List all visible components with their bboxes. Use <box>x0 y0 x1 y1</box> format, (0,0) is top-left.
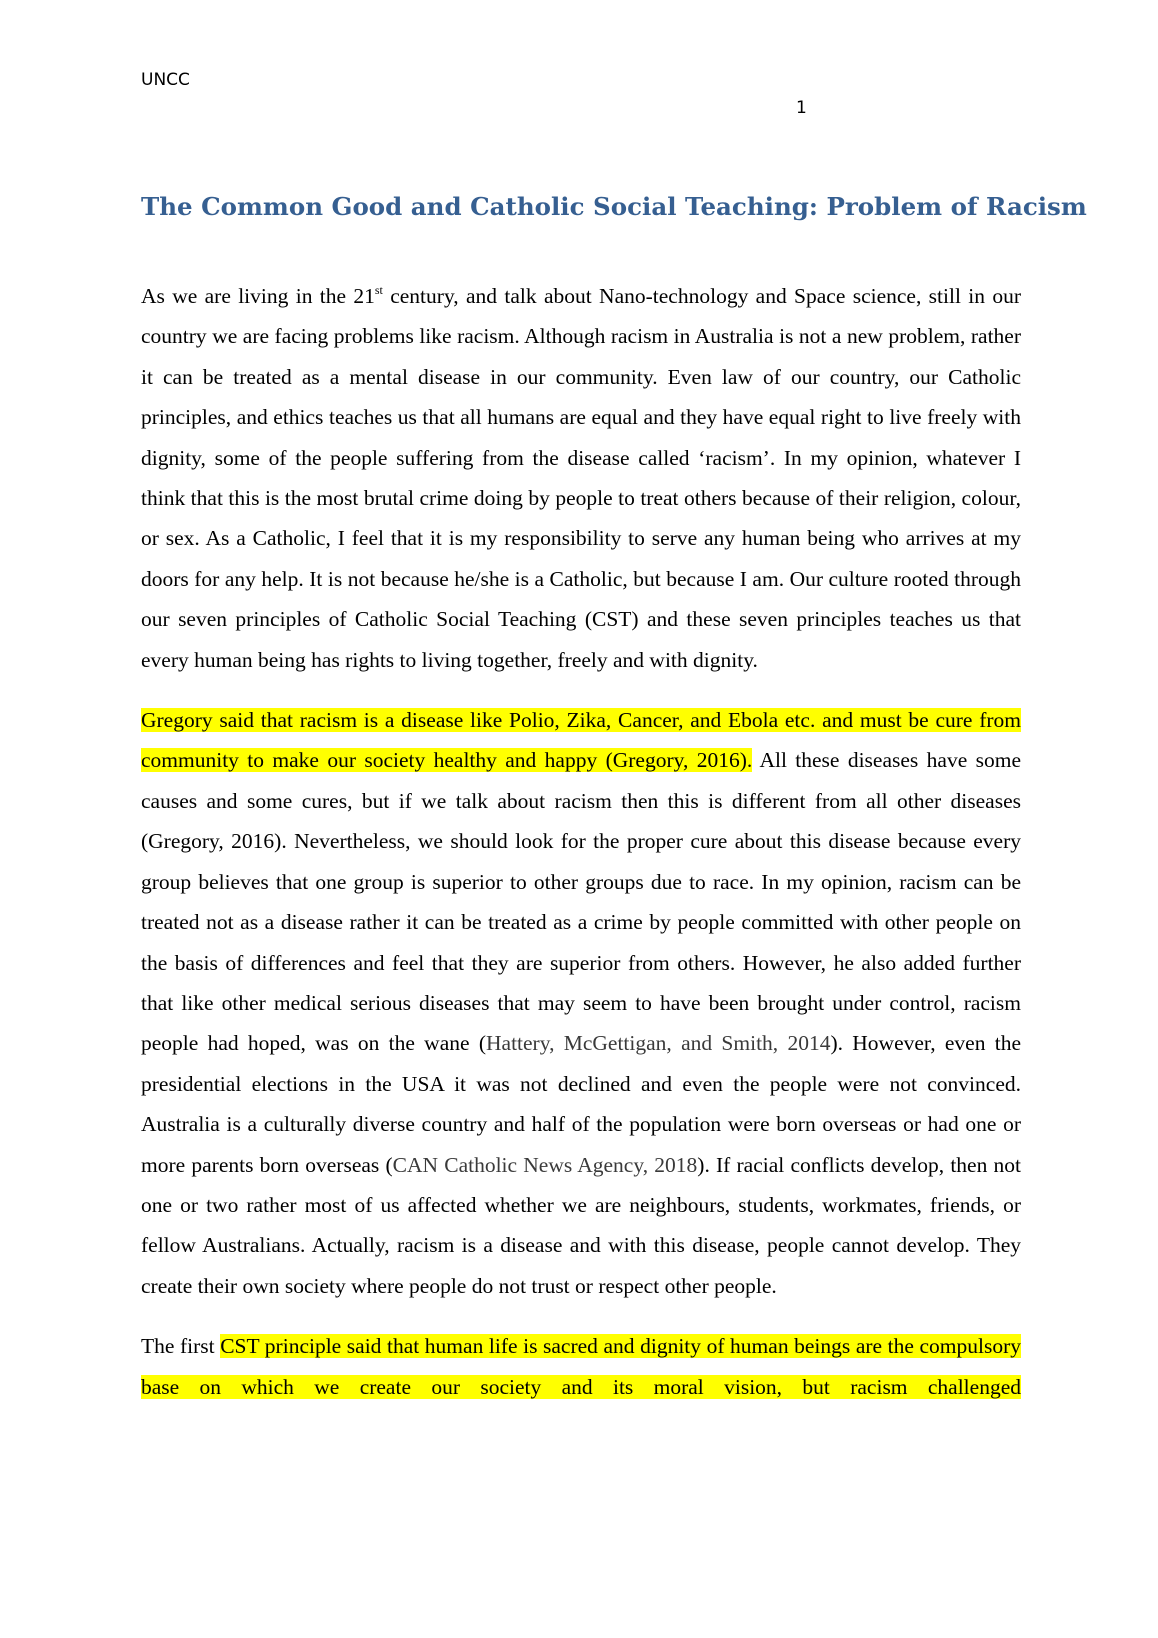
paragraph-2-text-a: All these diseases have some causes and some cures, but if we talk about racism then this is different from all other diseases (Gregory, 2016). Nevertheless, we should look for the proper cure about this disease because every group believes that one group is superior to other groups due to race. In my opinion, racism can be treated not as a disease rather it can be treated as a crime by people committed with other people on the basis of differences and feel that they are superior from others. However, he also added further that like other medical serious diseases that may seem to have been brought under control, racism people had hoped, was on the wane ( <box>141 748 1021 1056</box>
paragraph-3 <box>141 1326 1021 1407</box>
citation-hattery: Hattery, McGettigan, and Smith, 2014 <box>486 1031 831 1056</box>
document-title: The Common Good and Catholic Social Teaching: Problem of Racism <box>141 192 1087 221</box>
paragraph-3-text-a: The first <box>141 1334 221 1359</box>
citation-can: CAN Catholic News Agency, 2018 <box>392 1152 698 1177</box>
paragraph-2-text-b: ). However, even the presidential elections in the USA it was not declined and even the people were not convinced. Australia is a culturally diverse country and half of the population were born overseas or had one or more parents born overseas ( <box>141 1031 1022 1177</box>
paragraph-1-text-b: century, and talk about Nano-technology and Space science, still in our country we are facing problems like racism. Although racism in Australia is not a new problem, rather it can be treated as a mental disease in our community. Even law of our country, our Catholic principles, and ethics teaches us that all humans are equal and they have equal right to live freely with dignity, some of the people suffering from the disease called ‘racism’. In my opinion, whatever I think that this is the most brutal crime doing by people to treat others because of their religion, colour, or sex. As a Catholic, I feel that it is my responsibility to serve any human being who arrives at my doors for any help. It is not because he/she is a Catholic, but because I am. Our culture rooted through our seven principles of Catholic Social Teaching (CST) and these seven principles teaches us that every human being has rights to living together, freely and with dignity. <box>141 284 1021 672</box>
paragraph-2-text-c: ). If racial conflicts develop, then not one or two rather most of us affected whether we are neighbours, students, workmates, friends, or fellow Australians. Actually, racism is a disease and with this disease, people cannot develop. They create their own society where people do not trust or respect other people. <box>141 1152 1021 1298</box>
paragraph-1 <box>141 276 1021 680</box>
superscript-st: st <box>374 283 383 297</box>
highlighted-text-1: Gregory said that racism is a disease like Polio, Zika, Cancer, and Ebola etc. and must be cure from community to make our society healthy and happy (Gregory, 2016). <box>141 708 1021 773</box>
header-text: UNCC <box>141 70 190 90</box>
document-body <box>141 276 1021 1427</box>
page-number: 1 <box>796 98 807 118</box>
paragraph-1-text-a: As we are living in the 21 <box>141 284 375 308</box>
paragraph-2 <box>141 700 1021 1306</box>
highlighted-text-2: CST principle said that human life is sacred and dignity of human beings are the compulsory base on which we create our society and its moral vision, but racism challenged <box>141 1334 1021 1399</box>
